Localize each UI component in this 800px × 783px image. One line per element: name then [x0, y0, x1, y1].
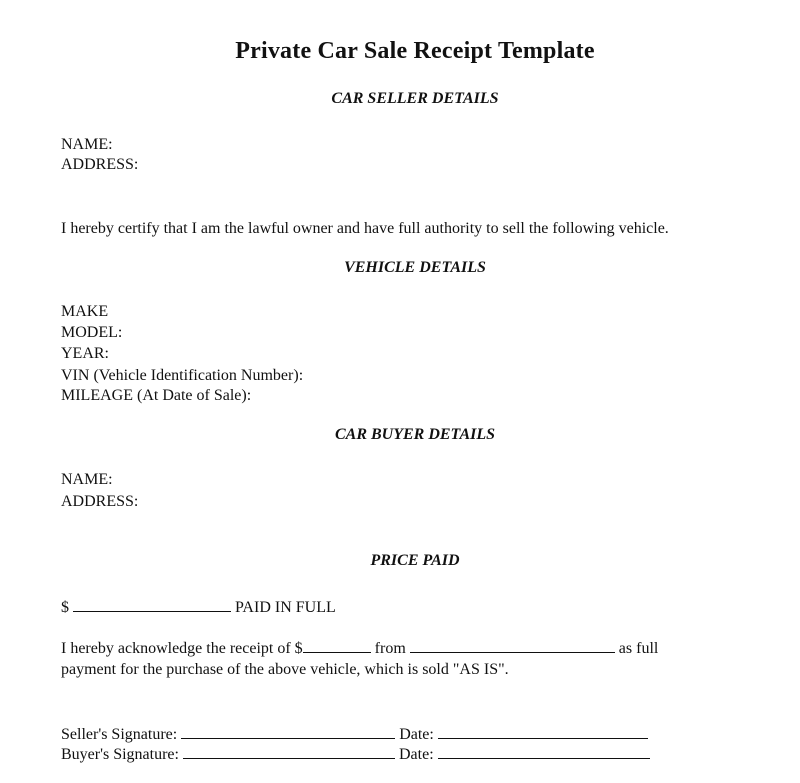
payer-name-blank: [410, 638, 615, 653]
vehicle-year-label: YEAR:: [61, 345, 109, 362]
seller-date-label: Date:: [399, 726, 434, 743]
seller-name-label: NAME:: [61, 136, 113, 153]
buyer-signature-label: Buyer's Signature:: [61, 746, 179, 763]
dollar-sign: $: [61, 599, 69, 616]
paid-in-full-label: PAID IN FULL: [235, 599, 336, 616]
buyer-details-heading: CAR BUYER DETAILS: [334, 426, 496, 443]
amount-blank: [73, 597, 231, 612]
buyer-date-blank: [438, 744, 650, 759]
price-paid-heading: PRICE PAID: [370, 552, 460, 569]
seller-date-blank: [438, 724, 648, 739]
seller-address-label: ADDRESS:: [61, 156, 139, 173]
seller-signature-label: Seller's Signature:: [61, 726, 178, 743]
ack-from-text: from: [374, 640, 406, 657]
seller-details-heading: CAR SELLER DETAILS: [331, 90, 499, 107]
seller-signature-blank: [181, 724, 395, 739]
vehicle-model-label: MODEL:: [61, 324, 123, 341]
vehicle-details-heading: VEHICLE DETAILS: [344, 259, 486, 276]
page-title: Private Car Sale Receipt Template: [235, 38, 595, 64]
vehicle-vin-label: VIN (Vehicle Identification Number):: [61, 367, 304, 384]
buyer-address-label: ADDRESS:: [61, 493, 139, 510]
ack-as-full-text: as full: [618, 640, 659, 657]
paid-in-full-line: [61, 597, 336, 618]
vehicle-mileage-label: MILEAGE (At Date of Sale):: [61, 387, 252, 404]
buyer-signature-blank: [183, 744, 395, 759]
acknowledgement-line-1: [61, 638, 658, 659]
acknowledgement-line-2: payment for the purchase of the above vehicle, which is sold "AS IS".: [61, 661, 509, 678]
ownership-certification: I hereby certify that I am the lawful owner and have full authority to sell the following vehicle.: [61, 220, 669, 237]
receipt-amount-blank: [303, 638, 371, 653]
buyer-signature-line: [61, 744, 650, 765]
vehicle-make-label: MAKE: [61, 303, 109, 320]
buyer-name-label: NAME:: [61, 471, 113, 488]
seller-signature-line: [61, 724, 648, 745]
ack-receipt-text: I hereby acknowledge the receipt of $: [61, 640, 303, 657]
buyer-date-label: Date:: [398, 746, 434, 763]
